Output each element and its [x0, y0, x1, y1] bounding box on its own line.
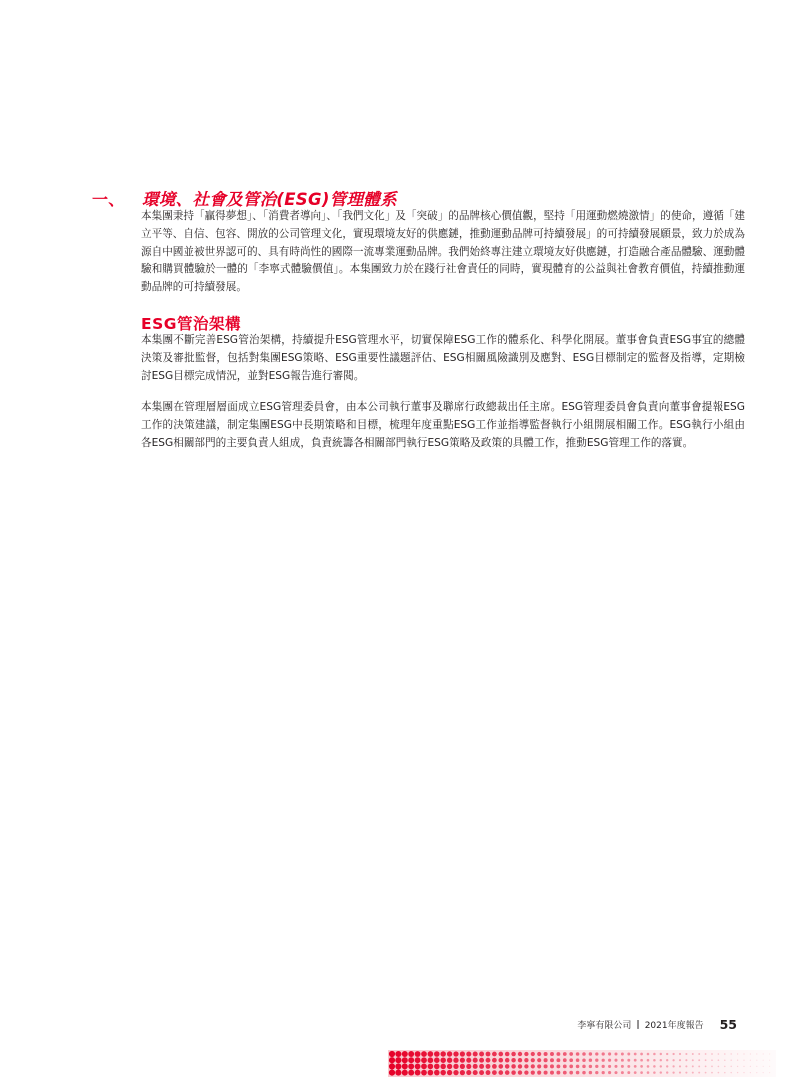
- governance-paragraph-2: 本集團在管理層層面成立ESG管理委員會，由本公司執行董事及聯席行政總裁出任主席。ESG管理委員會負責向董事會提報ESG工作的決策建議，制定集團ESG中長期策略和目標，梳理年度重點ESG工作並指導監督執行小組開展相關工作。ESG執行小組由各ESG相關部門的主要負責人組成，負責統籌各相關部門執行ESG策略及政策的具體工作，推動ESG管理工作的落實。: [141, 401, 745, 449]
- footer-separator: |: [636, 1019, 640, 1030]
- decorative-dot-band: [388, 1050, 776, 1077]
- section-number: 一、: [92, 189, 125, 209]
- footer-company: 李寧有限公司: [577, 1021, 632, 1031]
- footer-report-title: 2021年度報告: [644, 1021, 704, 1031]
- page-footer: [577, 1017, 737, 1032]
- page-number: 55: [719, 1017, 737, 1032]
- section-title: 環境、社會及管治(ESG)管理體系: [142, 190, 397, 209]
- subsection-title: ESG管治架構: [141, 315, 241, 333]
- governance-paragraph-1: 本集團不斷完善ESG管治架構，持續提升ESG管理水平，切實保障ESG工作的體系化、科學化開展。董事會負責ESG事宜的總體決策及審批監督，包括對集團ESG策略、ESG重要性議題評估、ESG相關風險識別及應對、ESG目標制定的監督及指導，定期檢討ESG目標完成情況，並對ESG報告進行審閱。: [141, 334, 745, 382]
- intro-paragraph: 本集團秉持「贏得夢想」、「消費者導向」、「我們文化」及「突破」的品牌核心價值觀，堅持「用運動燃燒激情」的使命，遵循「建立平等、自信、包容、開放的公司管理文化，實現環境友好的供應鏈，推動運動品牌可持續發展」的可持續發展願景，致力於成為源自中國並被世界認可的、具有時尚性的國際一流專業運動品牌。我們始終專注建立環境友好供應鏈，打造融合產品體驗、運動體驗和購買體驗於一體的「李寧式體驗價值」。本集團致力於在踐行社會責任的同時，實現體育的公益與社會教育價值，持續推動運動品牌的可持續發展。: [141, 210, 745, 294]
